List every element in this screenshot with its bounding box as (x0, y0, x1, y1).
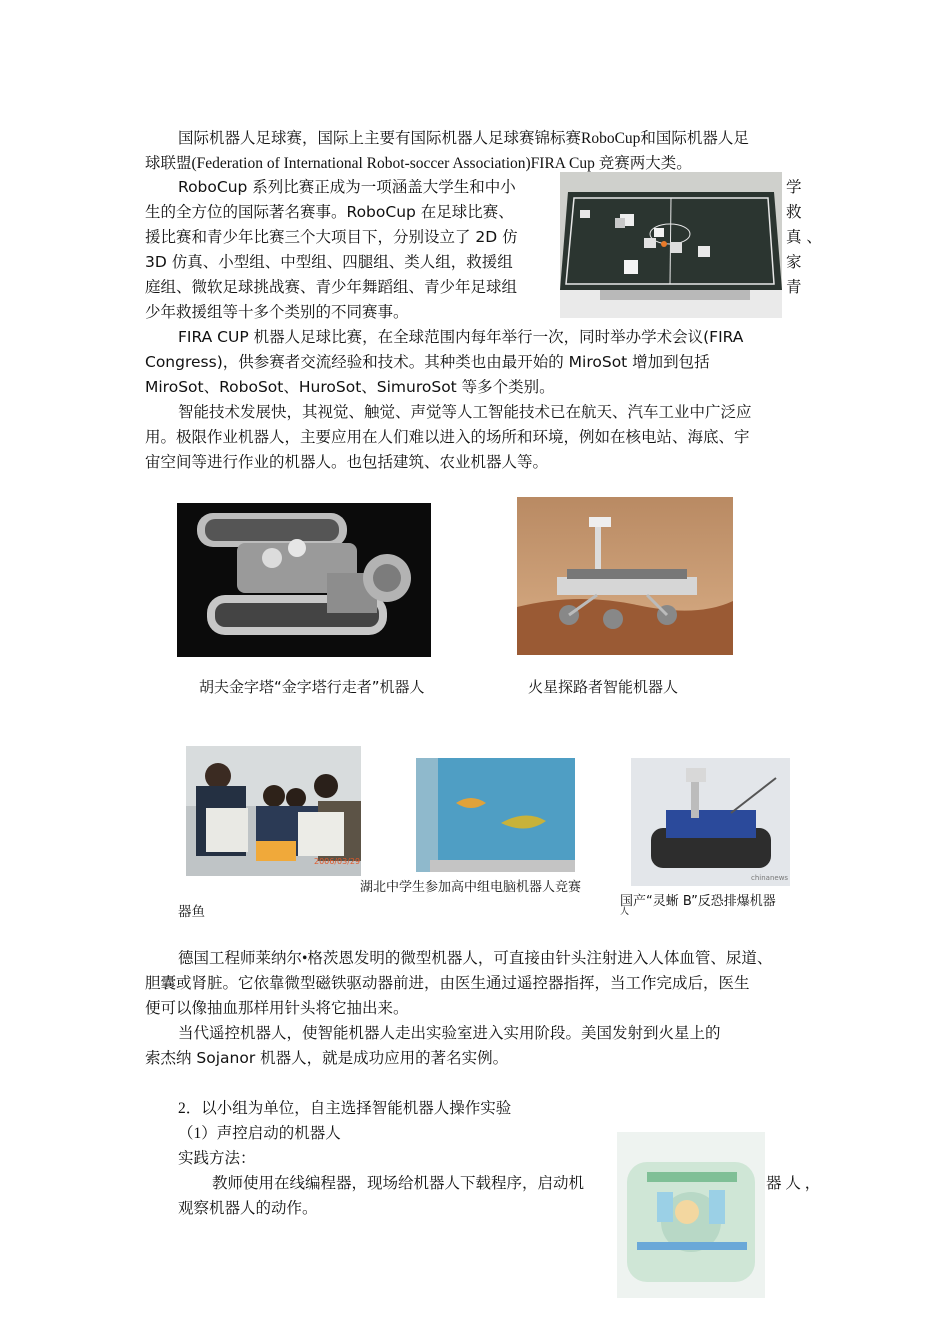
fira-line-1: FIRA CUP 机器人足球比赛，在全球范围内每年举行一次，同时举办学术会议(FIRA (178, 328, 744, 346)
micro-line-3: 便可以像抽血那样用针头将它抽出来。 (145, 1000, 409, 1017)
robocup-line-5-tail: 青 (786, 278, 802, 296)
robocup-line-1: RoboCup 系列比赛正成为一项涵盖大学生和中小 (178, 178, 516, 196)
intelligent-line-1: 智能技术发展快，其视觉、触觉、声觉等人工智能技术已在航天、汽车工业中广泛应 (178, 403, 752, 421)
antibomb-caption: 国产“灵蜥 B”反恐排爆机器 (620, 894, 776, 909)
robot-fish-image (416, 758, 575, 872)
students-caption: 湖北中学生参加高中组电脑机器人竞赛 (360, 880, 582, 895)
antibomb-robot-image (631, 758, 790, 886)
robocup-line-4-tail: 家 (786, 253, 802, 271)
practice-body-line-2: 观察机器人的动作。 (178, 1200, 318, 1217)
intelligent-line-2: 用。极限作业机器人，主要应用在人们难以进入的场所和环境，例如在核电站、海底、宇 (145, 428, 750, 446)
robocup-line-5: 庭组、微软足球挑战赛、青少年舞蹈组、青少年足球组 (145, 278, 518, 296)
robocup-line-2: 生的全方位的国际著名赛事。RoboCup 在足球比赛、 (145, 203, 514, 221)
intelligent-line-3: 宙空间等进行作业的机器人。也包括建筑、农业机器人等。 (145, 453, 549, 471)
intro-line-1: 国际机器人足球赛，国际上主要有国际机器人足球赛锦标赛RoboCup和国际机器人足 (178, 130, 749, 147)
robocup-line-2-tail: 救 (786, 203, 802, 221)
micro-line-4: 当代遥控机器人，使智能机器人走出实验室进入实用阶段。美国发射到火星上的 (178, 1024, 721, 1042)
section-2-subheading: （1）声控启动的机器人 (178, 1125, 341, 1142)
photo-date-stamp: 2006/03/29 (314, 857, 361, 866)
robocup-line-3-tail: 真 、 (786, 228, 822, 246)
fira-line-3: MiroSot、RoboSot、HuroSot、SimuroSot 等多个类别。 (145, 378, 555, 396)
pyramid-walker-robot-image (177, 503, 431, 657)
voice-controlled-robot-image (617, 1132, 765, 1298)
fira-line-2: Congress)，供参赛者交流经验和技术。其种类也由最开始的 MiroSot 增加到包括 (145, 353, 710, 371)
micro-line-1: 德国工程师莱纳尔•格茨恩发明的微型机器人，可直接由针头注射进入人体血管、尿道、 (178, 950, 773, 967)
robocup-line-4: 3D 仿真、小型组、中型组、四腿组、类人组，救援组 (145, 253, 513, 271)
mars-rover-image (517, 497, 733, 655)
robot-soccer-field-image (560, 172, 782, 318)
students-competition-photo (186, 746, 361, 876)
practice-body-line-1: 教师使用在线编程器，现场给机器人下载程序，启动机 (212, 1175, 585, 1192)
practice-method-label: 实践方法： (178, 1150, 256, 1167)
micro-line-5: 索杰纳 Sojanor 机器人，就是成功应用的著名实例。 (145, 1049, 509, 1067)
micro-line-2: 胆囊或肾脏。它依靠微型磁铁驱动器前进，由医生通过遥控器指挥，当工作完成后，医生 (145, 975, 750, 992)
svg-text:chinanews: chinanews (751, 874, 789, 882)
mars-rover-caption: 火星探路者智能机器人 (528, 678, 679, 696)
robocup-line-3: 援比赛和青少年比赛三个大项目下，分别设立了 2D 仿 (145, 228, 518, 246)
practice-body-line-1-tail: 器 人 ， (766, 1175, 821, 1192)
robocup-line-1-tail: 学 (786, 178, 802, 196)
intro-line-2: 球联盟(Federation of International Robot-soccer Association)FIRA Cup 竞赛两大类。 (145, 155, 692, 172)
antibomb-caption-tail: 人 (620, 907, 630, 917)
section-2-heading: 2．以小组为单位，自主选择智能机器人操作实验 (178, 1100, 512, 1117)
fish-caption-tail: 器鱼 (178, 904, 205, 919)
pyramid-walker-caption: 胡夫金字塔“金字塔行走者”机器人 (199, 678, 425, 696)
robocup-line-6: 少年救援组等十多个类别的不同赛事。 (145, 303, 409, 321)
